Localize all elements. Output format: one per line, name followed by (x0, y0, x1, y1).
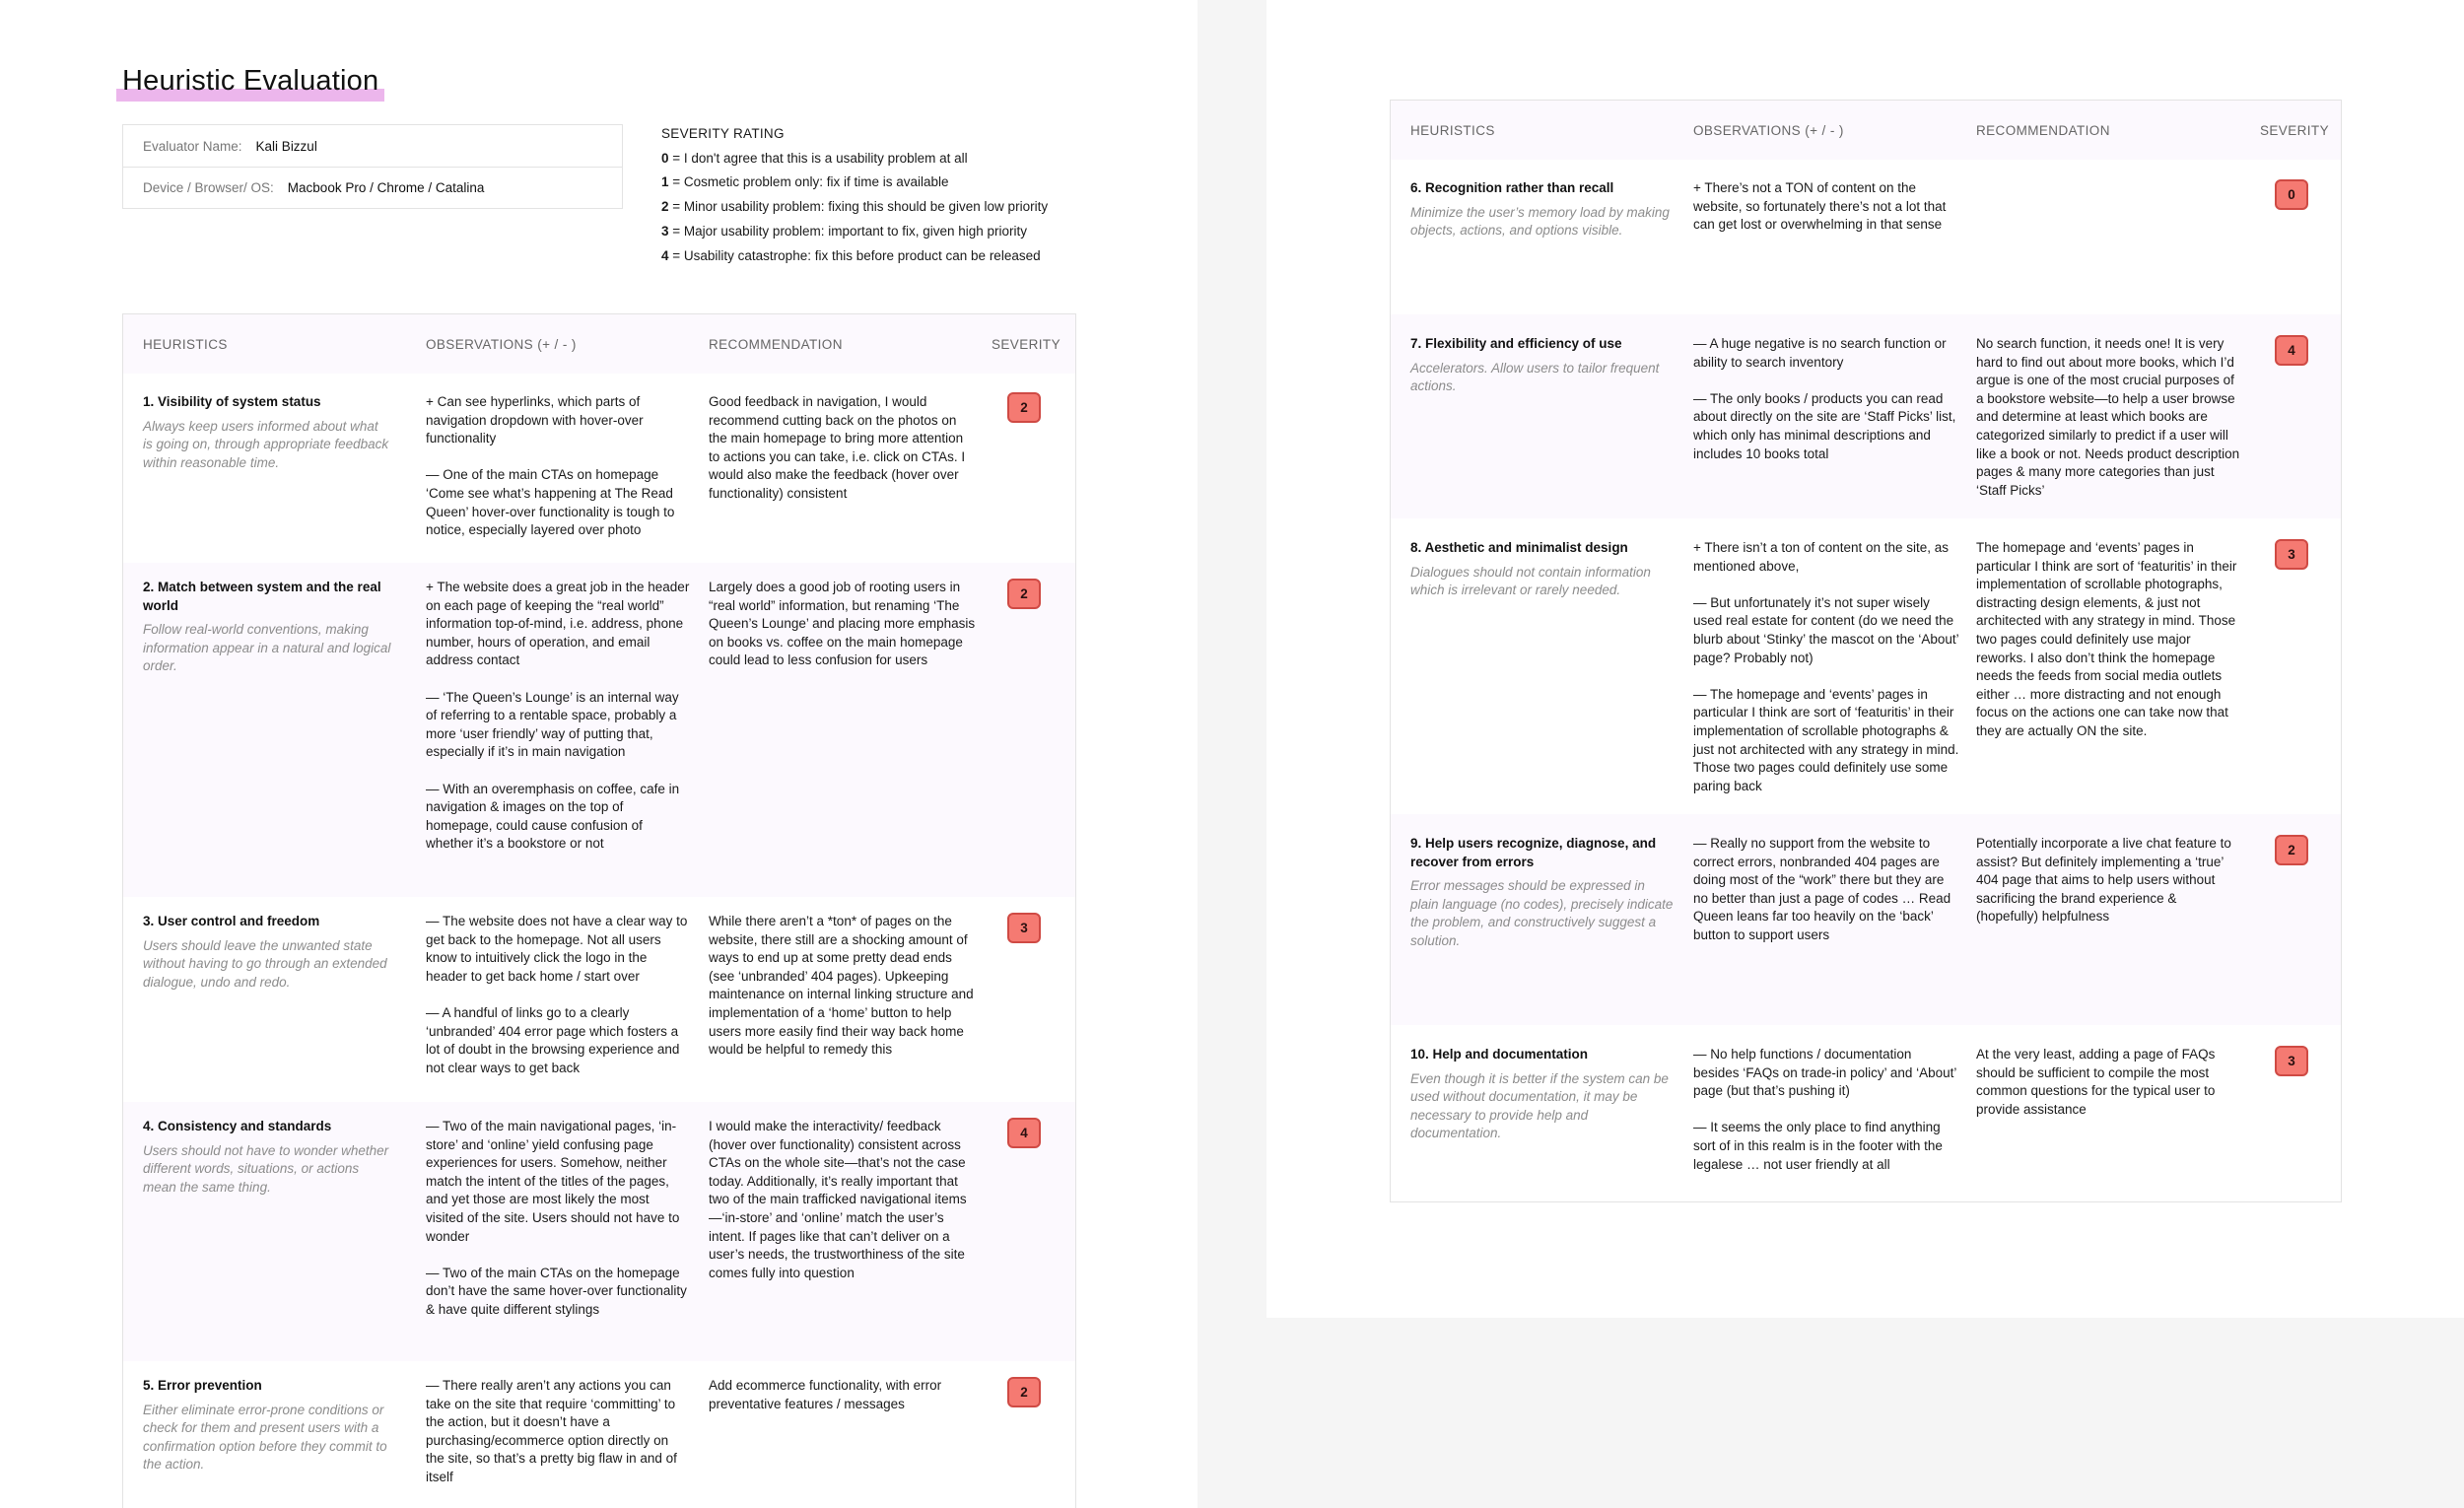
header-severity: SEVERITY (992, 337, 1061, 352)
observation: — A huge negative is no search function or ability to search inventory (1693, 336, 1947, 370)
observations-cell (1693, 539, 1959, 795)
device-value: Macbook Pro / Chrome / Catalina (287, 180, 485, 195)
heuristic-cell (143, 1118, 391, 1197)
heuristic-title: 6. Recognition rather than recall (1410, 180, 1614, 195)
table-row (1391, 518, 2341, 814)
severity-level (661, 195, 1048, 220)
severity-rating-title: SEVERITY RATING (661, 126, 785, 141)
heuristic-description: Always keep users informed about what is going on, through appropriate feedback within reasonable time. (143, 418, 389, 470)
heuristic-cell (1410, 335, 1677, 396)
severity-level-text: = Cosmetic problem only: fix if time is available (668, 174, 949, 190)
observation: — It seems the only place to find anything sort of in this realm is in the footer with the legalese … not user friendly at all (1693, 1120, 1943, 1172)
recommendation-cell: At the very least, adding a page of FAQs should be sufficient to compile the most common questions for the typical user to provide assistance (1976, 1047, 2216, 1117)
heuristic-title: 7. Flexibility and efficiency of use (1410, 336, 1622, 351)
header-heuristics: HEURISTICS (143, 337, 228, 352)
heuristic-cell (143, 1377, 391, 1474)
heuristic-description: Error messages should be expressed in plain language (no codes), precisely indicate the problem, and constructively suggest a solution. (1410, 878, 1674, 948)
device-row (123, 167, 622, 208)
severity-badge: 4 (2275, 335, 2308, 366)
page-title: Heuristic Evaluation (122, 65, 379, 97)
heuristic-description: Accelerators. Allow users to tailor frequent actions. (1410, 360, 1660, 394)
device-label: Device / Browser/ OS: (143, 180, 274, 195)
observations-cell (426, 1118, 690, 1320)
table-row (1391, 1025, 2341, 1203)
table-row (123, 897, 1075, 1102)
recommendation-cell: Good feedback in navigation, I would recommend cutting back on the photos on the main homepage to bring more attention to actions you can take, i.e. click on CTAs. I would also make the feedback (hover over functionality) consistent (709, 394, 966, 501)
observation: + There isn’t a ton of content on the site, as mentioned above, (1693, 540, 1950, 574)
observation: — The website does not have a clear way to get back to the homepage. Not all users know to intuitively click the logo in the header to get back home / start over (426, 914, 688, 984)
table-header (123, 314, 1075, 374)
observations-cell (426, 579, 690, 854)
severity-badge: 0 (2275, 179, 2308, 210)
severity-badge: 3 (2275, 1046, 2308, 1076)
recommendation-cell: I would make the interactivity/ feedback (hover over functionality) consistent across CTAs on the whole site—that’s not the case today. Additionally, it’s really important that two of the main trafficked navigational items—‘in-store’ and ‘online’ match the user’s intent. If pages like that can’t deliver on a user’s needs, the trustworthiness of the site comes fully into question (709, 1119, 967, 1280)
recommendation-cell: While there aren’t a *ton* of pages on the website, there still are a shocking amount of ways to end up at some pretty dead ends (see ‘unbranded’ 404 pages). Upkeeping maintenance on internal linking structure and implementation of a ‘home’ button to help users more easily find their way back home would be helpful to remedy this (709, 914, 974, 1058)
severity-level-number: 1 (661, 174, 669, 190)
table-row (1391, 160, 2341, 314)
heuristic-title: 1. Visibility of system status (143, 394, 321, 409)
observation: — Really no support from the website to correct errors, nonbranded 404 pages are doing most of the “work” there but they are no better than just a page of codes … Read Queen leans far too heavily on the ‘back’ button to support users (1693, 836, 1951, 942)
table-row (1391, 314, 2341, 518)
observation: — One of the main CTAs on homepage ‘Come see what’s happening at The Read Queen’ hover-over functionality is tough to notice, especially layered over photo (426, 467, 675, 538)
observation: — The only books / products you can read about directly on the site are ‘Staff Picks’ list, which only has minimal descriptions and includes 10 books total (1693, 390, 1956, 461)
observation: — ‘The Queen’s Lounge’ is an internal way of referring to a rentable space, probably a more ‘user friendly’ way of putting that, especially if it’s in main navigation (426, 689, 679, 760)
observations-cell (1693, 335, 1959, 463)
table-row (123, 1102, 1075, 1361)
page-left (0, 0, 1198, 1508)
severity-badge: 2 (1007, 1377, 1041, 1407)
severity-badge: 2 (1007, 392, 1041, 423)
severity-level (661, 147, 1048, 171)
heuristic-title: 8. Aesthetic and minimalist design (1410, 540, 1628, 555)
observation: — With an overemphasis on coffee, cafe in navigation & images on the top of homepage, could cause confusion of whether it’s a bookstore or not (426, 781, 680, 852)
observation: + The website does a great job in the header on each page of keeping the “real world” information top-of-mind, i.e. address, phone number, hours of operation, and email address contact (426, 580, 690, 668)
heuristic-description: Follow real-world conventions, making information appear in a natural and logical order. (143, 622, 391, 674)
observation: — But unfortunately it’s not super wisely used real estate for content (do we need the blurb about ‘Stinky’ the mascot on the ‘About’ page? Probably not) (1693, 594, 1959, 665)
observation: — No help functions / documentation besides ‘FAQs on trade-in policy’ and ‘About’ page (but that’s pushing it) (1693, 1047, 1956, 1099)
heuristic-description: Users should leave the unwanted state without having to go through an extended dialogue, undo and redo. (143, 937, 387, 990)
heuristic-cell (143, 913, 391, 992)
observations-cell (426, 913, 690, 1077)
observation: — The homepage and ‘events’ pages in particular I think are sort of ‘featuritis’ in their implementation of scrollable photographs & just not architected with any strategy in mind. Those two pages could definitely use some paring back (1693, 686, 1959, 793)
severity-level-number: 2 (661, 199, 669, 215)
heuristic-description: Either eliminate error-prone conditions or check for them and present users with a confirmation option before they commit to the action. (143, 1402, 387, 1473)
severity-level-text: = Major usability problem: important to fix, given high priority (668, 223, 1028, 239)
header-observations: OBSERVATIONS (+ / - ) (426, 337, 577, 352)
heuristic-title: 2. Match between system and the real world (143, 580, 381, 613)
heuristic-cell (1410, 539, 1677, 600)
header-recommendation: RECOMMENDATION (1976, 123, 2110, 138)
heuristic-cell (143, 579, 391, 676)
heuristic-title: 10. Help and documentation (1410, 1047, 1589, 1062)
heuristic-description: Even though it is better if the system can be used without documentation, it may be necessary to provide help and documentation. (1410, 1070, 1669, 1141)
observations-cell (1693, 1046, 1959, 1174)
heuristic-cell (1410, 179, 1677, 240)
heuristic-description: Minimize the user’s memory load by making objects, actions, and options visible. (1410, 204, 1670, 239)
heuristics-table-right (1390, 100, 2342, 1202)
heuristic-title: 9. Help users recognize, diagnose, and recover from errors (1410, 836, 1657, 869)
observations-cell (1693, 835, 1959, 945)
severity-level-number: 4 (661, 247, 669, 263)
heuristic-cell (143, 393, 391, 472)
heuristic-description: Dialogues should not contain information which is irrelevant or rarely needed. (1410, 564, 1651, 598)
severity-badge: 2 (2275, 835, 2308, 865)
observation: — Two of the main CTAs on the homepage don’t have the same hover-over functionality & have quite different stylings (426, 1265, 687, 1317)
table-row (123, 1361, 1075, 1508)
observations-cell (426, 1377, 690, 1487)
heuristic-title: 3. User control and freedom (143, 914, 320, 928)
heuristic-cell (1410, 835, 1677, 951)
severity-badge: 3 (1007, 913, 1041, 943)
evaluator-name-row (123, 125, 622, 167)
severity-level (661, 171, 1048, 195)
evaluator-name-label: Evaluator Name: (143, 138, 242, 154)
header-observations: OBSERVATIONS (+ / - ) (1693, 123, 1844, 138)
observation: — A handful of links go to a clearly ‘unbranded’ 404 error page which fosters a lot of doubt in the browsing experience and not clear ways to get back (426, 1004, 680, 1075)
recommendation-cell: Potentially incorporate a live chat feature to assist? But definitely implementing a ‘true’ 404 page that aims to help users without sacrificing the brand experience & (hopefully) helpfulness (1976, 836, 2231, 925)
evaluator-info (122, 124, 623, 209)
heuristics-table-left (122, 313, 1076, 1508)
severity-level-number: 0 (661, 150, 669, 166)
severity-level-text: = Minor usability problem: fixing this should be given low priority (668, 199, 1049, 215)
recommendation-cell: The homepage and ‘events’ pages in particular I think are sort of ‘featuritis’ in their implementation of scrollable photographs, distracting design elements, & just not architected with any strategy in mind. Those two pages could definitely use major reworks. I also don’t think the homepage needs the feeds from social media outlets either … more distracting and not enough focus on the actions one can take now that they are actually ON the site. (1976, 540, 2237, 738)
observations-cell (426, 393, 690, 540)
header-severity: SEVERITY (2260, 123, 2329, 138)
severity-level-number: 3 (661, 223, 669, 239)
recommendation-cell: No search function, it needs one! It is very hard to find out about more books, which I’d argue is one of the most crucial purposes of a bookstore website—to help a user browse and determine at least which books are categorized similarly to predict if a user will like a book or not. Needs product description pages & many more categories than just ‘Staff Picks’ (1976, 336, 2240, 498)
table-row (1391, 814, 2341, 1025)
observation: + Can see hyperlinks, which parts of navigation dropdown with hover-over functionality (426, 394, 644, 446)
table-row (123, 563, 1075, 897)
heuristic-title: 5. Error prevention (143, 1378, 262, 1393)
table-row (123, 374, 1075, 563)
evaluator-name-value: Kali Bizzul (255, 138, 317, 154)
observation: + There’s not a TON of content on the website, so fortunately there’s not a lot that can get lost or overwhelming in that sense (1693, 180, 1947, 233)
header-recommendation: RECOMMENDATION (709, 337, 843, 352)
severity-rating-legend (661, 122, 1048, 268)
recommendation-cell: Largely does a good job of rooting users in “real world” information, but renaming ‘The Queen’s Lounge’ and placing more emphasis on books vs. coffee on the main homepage could lead to less confusion for users (709, 580, 976, 668)
severity-level-text: = I don't agree that this is a usability problem at all (668, 150, 968, 166)
severity-level (661, 244, 1048, 269)
severity-badge: 2 (1007, 579, 1041, 609)
severity-badge: 4 (1007, 1118, 1041, 1148)
table-header (1391, 101, 2341, 160)
severity-level-text: = Usability catastrophe: fix this before product can be released (668, 247, 1041, 263)
severity-badge: 3 (2275, 539, 2308, 570)
heuristic-description: Users should not have to wonder whether different words, situations, or actions mean the same thing. (143, 1142, 389, 1195)
severity-level (661, 220, 1048, 244)
observation: — There really aren’t any actions you can take on the site that require ‘committing’ to the action, but it doesn’t have a purchasing/ecommerce option directly on the site, so that’s a pretty big flaw in and of itself (426, 1378, 677, 1484)
observations-cell (1693, 179, 1959, 235)
recommendation-cell: Add ecommerce functionality, with error preventative features / messages (709, 1378, 942, 1411)
heuristic-cell (1410, 1046, 1677, 1143)
heuristic-title: 4. Consistency and standards (143, 1119, 332, 1133)
observation: — Two of the main navigational pages, ‘in-store’ and ‘online’ yield confusing page experiences for users. Somehow, neither match the intent of the titles of the pages, and yet those are most likely the most visited of the site. Users should not have to wonder (426, 1119, 680, 1244)
header-heuristics: HEURISTICS (1410, 123, 1495, 138)
